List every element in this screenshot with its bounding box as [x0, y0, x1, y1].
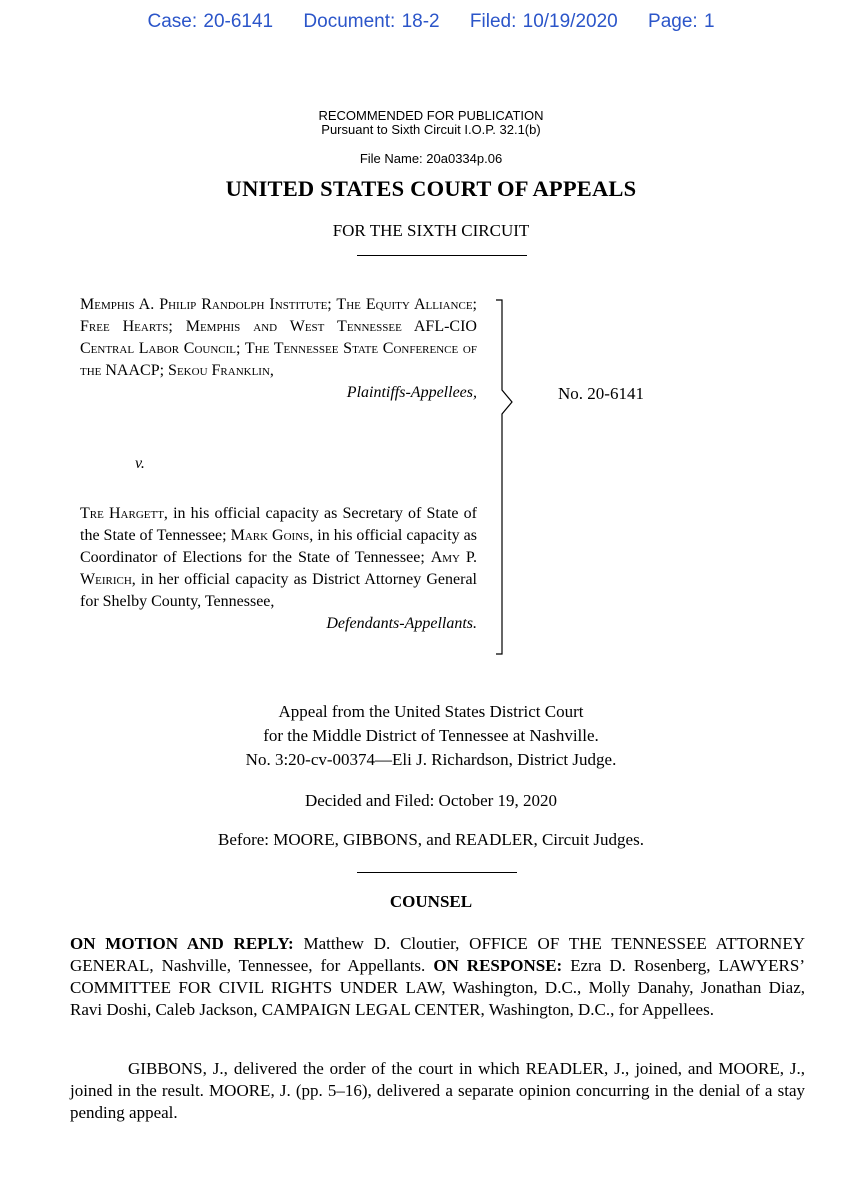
title-divider — [357, 255, 527, 256]
docket-header — [0, 11, 862, 33]
defendant-hargett: Tre Hargett — [80, 505, 164, 522]
header-filed: Filed: 10/19/2020 — [469, 11, 618, 32]
header-document: Document: 18-2 — [303, 11, 440, 32]
plaintiffs-block — [80, 294, 477, 404]
case-number: No. 20-6141 — [558, 384, 644, 403]
versus: v. — [135, 455, 145, 472]
defendant-weirich: Amy P. Weirich — [80, 549, 478, 588]
counsel-text-response: Ezra D. Rosenberg, LAWYERS’ COMMITTEE FOR CIVIL RIGHTS UNDER LAW, Washington, D.C., Molly Danahy, Jonathan Diaz, Ravi Doshi, Caleb Jackson, CAMPAIGN LEGAL CENTER, Washington, D.C., for Appellees. — [70, 956, 805, 1019]
counsel-label-response: ON RESPONSE: — [433, 956, 563, 975]
counsel-text-motion: Matthew D. Cloutier, OFFICE OF THE TENNESSEE ATTORNEY GENERAL, Nashville, Tennessee, for Appellants. — [70, 934, 805, 975]
publication-notice — [0, 109, 862, 137]
header-page: Page: 1 — [648, 11, 715, 32]
counsel-label-motion: ON MOTION AND REPLY: — [70, 934, 294, 953]
plaintiffs-role: Plaintiffs-Appellees, — [346, 384, 477, 401]
header-case: Case: 20-6141 — [147, 11, 274, 32]
counsel-divider — [357, 872, 517, 873]
defendant-weirich-desc: , in her official capacity as District Attorney General for Shelby County, Tennessee, — [80, 571, 477, 610]
plaintiffs-names: Memphis A. Philip Randolph Institute; The Equity Alliance; Free Hearts; Memphis and West Tennessee AFL-CIO Central Labor Council; The Tennessee State Conference of the NAACP; Sekou Franklin, — [80, 296, 477, 379]
publication-line2: Pursuant to Sixth Circuit I.O.P. 32.1(b) — [321, 122, 541, 137]
defendants-role: Defendants-Appellants. — [326, 615, 477, 632]
publication-line1: RECOMMENDED FOR PUBLICATION — [318, 108, 544, 123]
defendant-hargett-desc: , in his official capacity as Secretary of State of the State of Tennessee; — [80, 505, 477, 544]
defendants-block — [80, 503, 477, 635]
opinion-paragraph: GIBBONS, J., delivered the order of the court in which READLER, J., joined, and MOORE, J., joined in the result. MOORE, J. (pp. 5–16), delivered a separate opinion concurring in the denial of a stay pending appeal. — [70, 1059, 805, 1122]
appeal-info — [0, 700, 862, 772]
court-title: UNITED STATES COURT OF APPEALS — [225, 176, 637, 201]
panel-judges: Before: MOORE, GIBBONS, and READLER, Circuit Judges. — [218, 830, 644, 849]
decided-date: Decided and Filed: October 19, 2020 — [304, 791, 558, 810]
court-circuit: FOR THE SIXTH CIRCUIT — [332, 221, 530, 240]
file-name: File Name: 20a0334p.06 — [359, 151, 503, 166]
defendant-goins-desc: , in his official capacity as Coordinator of Elections for the State of Tennessee; — [80, 527, 477, 566]
appeal-line1: Appeal from the United States District Court — [278, 702, 584, 721]
counsel-heading: COUNSEL — [389, 892, 473, 911]
appeal-line2: for the Middle District of Tennessee at Nashville. — [263, 726, 599, 745]
caption-brace — [478, 288, 518, 670]
counsel-paragraph — [70, 933, 805, 1021]
defendant-goins: Mark Goins — [230, 527, 310, 544]
appeal-line3: No. 3:20-cv-00374—Eli J. Richardson, District Judge. — [245, 750, 617, 769]
